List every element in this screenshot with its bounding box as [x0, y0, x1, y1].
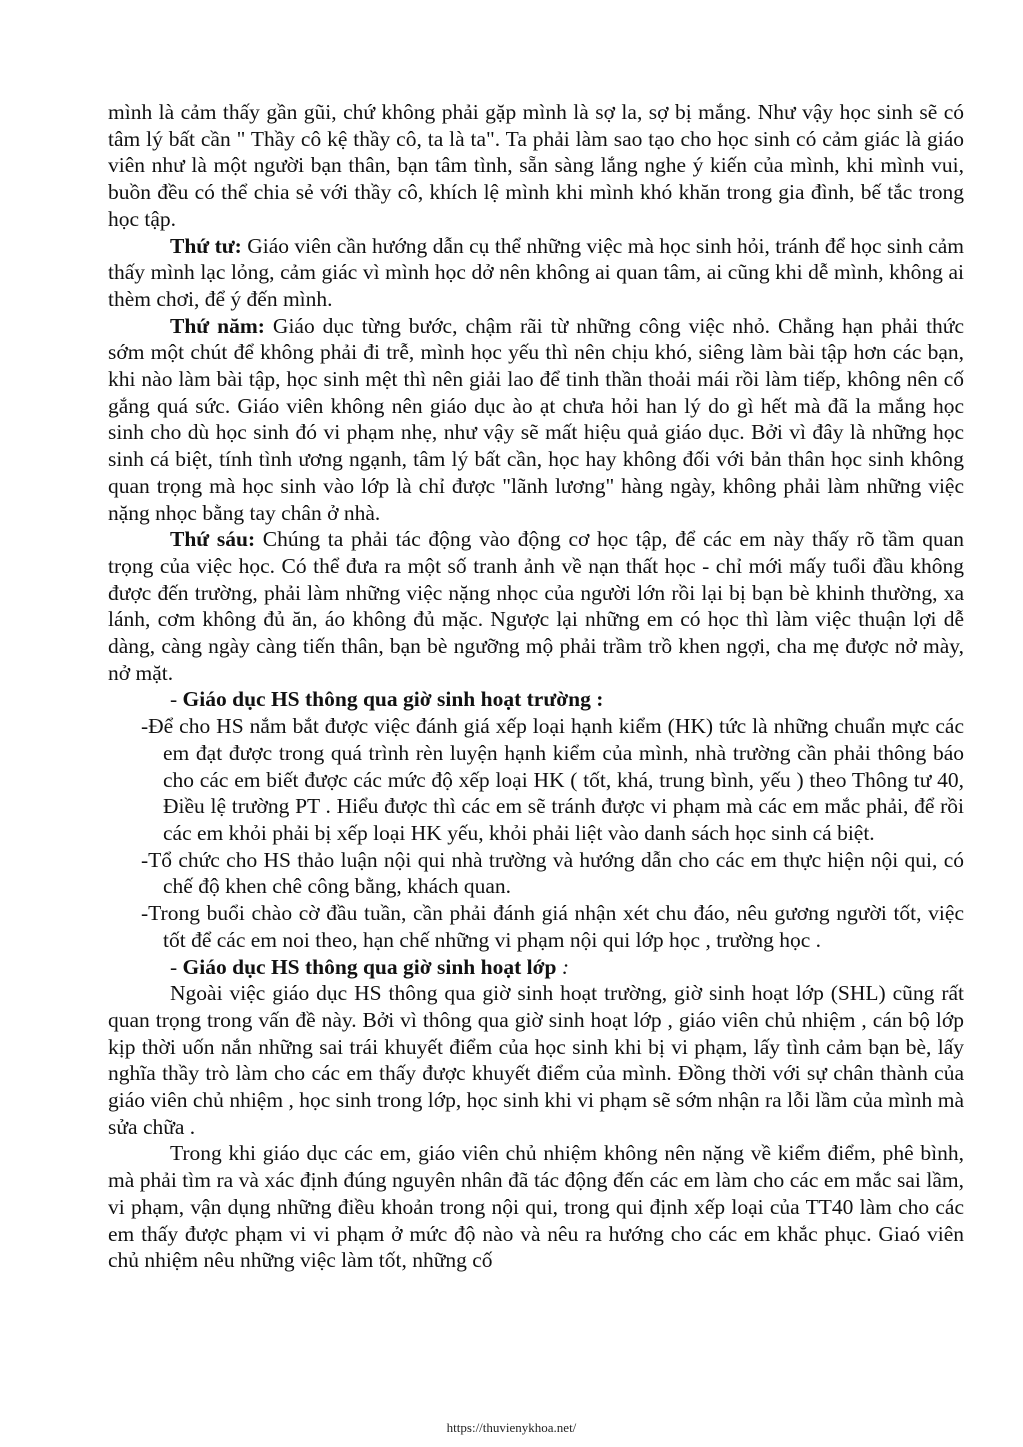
label-thu-sau: Thứ sáu: [170, 527, 256, 552]
heading-text: Giáo dục HS thông qua giờ sinh hoạt lớp [182, 954, 557, 979]
label-thu-nam: Thứ năm: [170, 313, 265, 338]
text-thu-nam: Giáo dục từng bước, chậm rãi từ những công việc nhỏ. Chẳng hạn phải thức sớm một chút để không phải đi trễ, mình học yếu thì nên chịu khó, siêng làm bài tập hơn các bạn, khi nào làm bài tập, học sinh mệt thì nên giải lao để tinh thần thoải mái rồi làm tiếp, không nên cố gắng quá sức. Giáo viên không nên giáo dục ào ạt chưa hỏi han lý do gì hết mà đã la mắng học sinh cho dù học sinh đó vi phạm nhẹ, như vậy sẽ mất hiệu quả giáo dục. Bởi vì đây là những học sinh cá biệt, tính tình ương ngạnh, tâm lý bất cần, học hay không đối với bản thân học sinh không quan trọng mà học sinh vào lớp là chỉ được "lãnh lương" hàng ngày, không phải làm những việc nặng nhọc bằng tay chân ở nhà. [108, 313, 964, 525]
footer-url: https://thuvienykhoa.net/ [446, 1420, 577, 1435]
label-thu-tu: Thứ tư: [170, 233, 242, 258]
heading-dash: - [170, 687, 183, 712]
heading-sinh-hoat-truong [108, 686, 964, 713]
bullet-chao-co: -Trong buổi chào cờ đầu tuần, cần phải đánh giá nhận xét chu đáo, nêu gương người tốt, việc tốt để các em noi theo, hạn chế những vi phạm nội qui lớp học , trường học . [141, 901, 964, 952]
heading-colon: : [556, 954, 570, 979]
text-thu-sau: Chúng ta phải tác động vào động cơ học tập, để các em này thấy rõ tầm quan trọng của việc học. Có thể đưa ra một số tranh ảnh về nạn thất học - chỉ mới mấy tuổi đầu không được đến trường, phải làm những việc nặng nhọc của người lớn rồi lại bị bạn bè khinh thường, xa lánh, cơm không đủ ăn, áo không đủ mặc. Ngược lại những em có học thì làm việc thuận lợi dễ dàng, càng ngày càng tiến thân, bạn bè ngưỡng mộ phải trầm trồ khen ngợi, cha mẹ được nở mày, nở mặt. [108, 527, 964, 685]
paragraph-shl: Ngoài việc giáo dục HS thông qua giờ sinh hoạt trường, giờ sinh hoạt lớp (SHL) cũng rất quan trọng trong vấn đề này. Bởi vì thông qua giờ sinh hoạt lớp , giáo viên chủ nhiệm , cán bộ lớp kịp thời uốn nắn những sai trái khuyết điểm của học sinh khi bị vi phạm, lấy tình cảm bạn bè, lấy nghĩa thầy trò làm cho các em thấy được khuyết điểm của mình. Đồng thời với sự chân thành của giáo viên chủ nhiệm , học sinh trong lớp, học sinh khi vi phạm sẽ sớm nhận ra lỗi lầm của mình mà sửa chữa . [108, 981, 964, 1139]
paragraph-intro: mình là cảm thấy gần gũi, chứ không phải gặp mình là sợ la, sợ bị mắng. Như vậy học sinh sẽ có tâm lý bất cần " Thầy cô kệ thầy cô, ta là ta". Ta phải làm sao tạo cho học sinh có cảm giác là giáo viên như là một người bạn thân, bạn tâm tình, sẵn sàng lắng nghe ý kiến của mình, khi mình vui, buồn đều có thể chia sẻ với thầy cô, khích lệ mình khi mình khó khăn trong gia đình, bế tắc trong học tập. [108, 100, 964, 231]
document-body [108, 99, 964, 1274]
heading-text: Giáo dục HS thông qua giờ sinh hoạt trường : [182, 687, 604, 712]
paragraph-giao-duc: Trong khi giáo dục các em, giáo viên chủ nhiệm không nên nặng về kiểm điểm, phê bình, mà phải tìm ra và xác định đúng nguyên nhân đã tác động đến các em làm cho các em mắc sai lầm, vi phạm, vận dụng những điều khoản trong nội qui, trong qui định xếp loại của TT40 làm cho các em thấy được phạm vi vi phạm ở mức độ nào và nêu ra hướng cho các em khắc phục. Giaó viên chủ nhiệm nêu những việc làm tốt, những cố [108, 1141, 964, 1273]
paragraph-thu-nam [108, 313, 964, 527]
heading-sinh-hoat-lop [108, 954, 964, 981]
bullet-xep-loai: -Để cho HS nắm bắt được việc đánh giá xếp loại hạnh kiểm (HK) tức là những chuẩn mực các em đạt được trong quá trình rèn luyện hạnh kiểm của mình, nhà trường cần phải thông báo cho các em biết được các mức độ xếp loại HK ( tốt, khá, trung bình, yếu ) theo Thông tư 40, Điều lệ trường PT . Hiểu được thì các em sẽ tránh được vi phạm mà các em mắc phải, để rồi các em khỏi phải bị xếp loại HK yếu, khỏi phải liệt vào danh sách học sinh cá biệt. [141, 714, 964, 845]
bullet-noi-qui: -Tổ chức cho HS thảo luận nội qui nhà trường và hướng dẫn cho các em thực hiện nội qui, có chế độ khen chê công bằng, khách quan. [141, 847, 964, 899]
text-thu-tu: Giáo viên cần hướng dẫn cụ thể những việc mà học sinh hỏi, tránh để học sinh cảm thấy mình lạc lỏng, cảm giác vì mình học dở nên không ai quan tâm, ai cũng khi dễ mình, không ai thèm chơi, để ý đến mình. [108, 233, 965, 311]
paragraph-thu-tu [108, 233, 964, 313]
heading-dash: - [170, 954, 183, 979]
paragraph-thu-sau [108, 526, 964, 686]
